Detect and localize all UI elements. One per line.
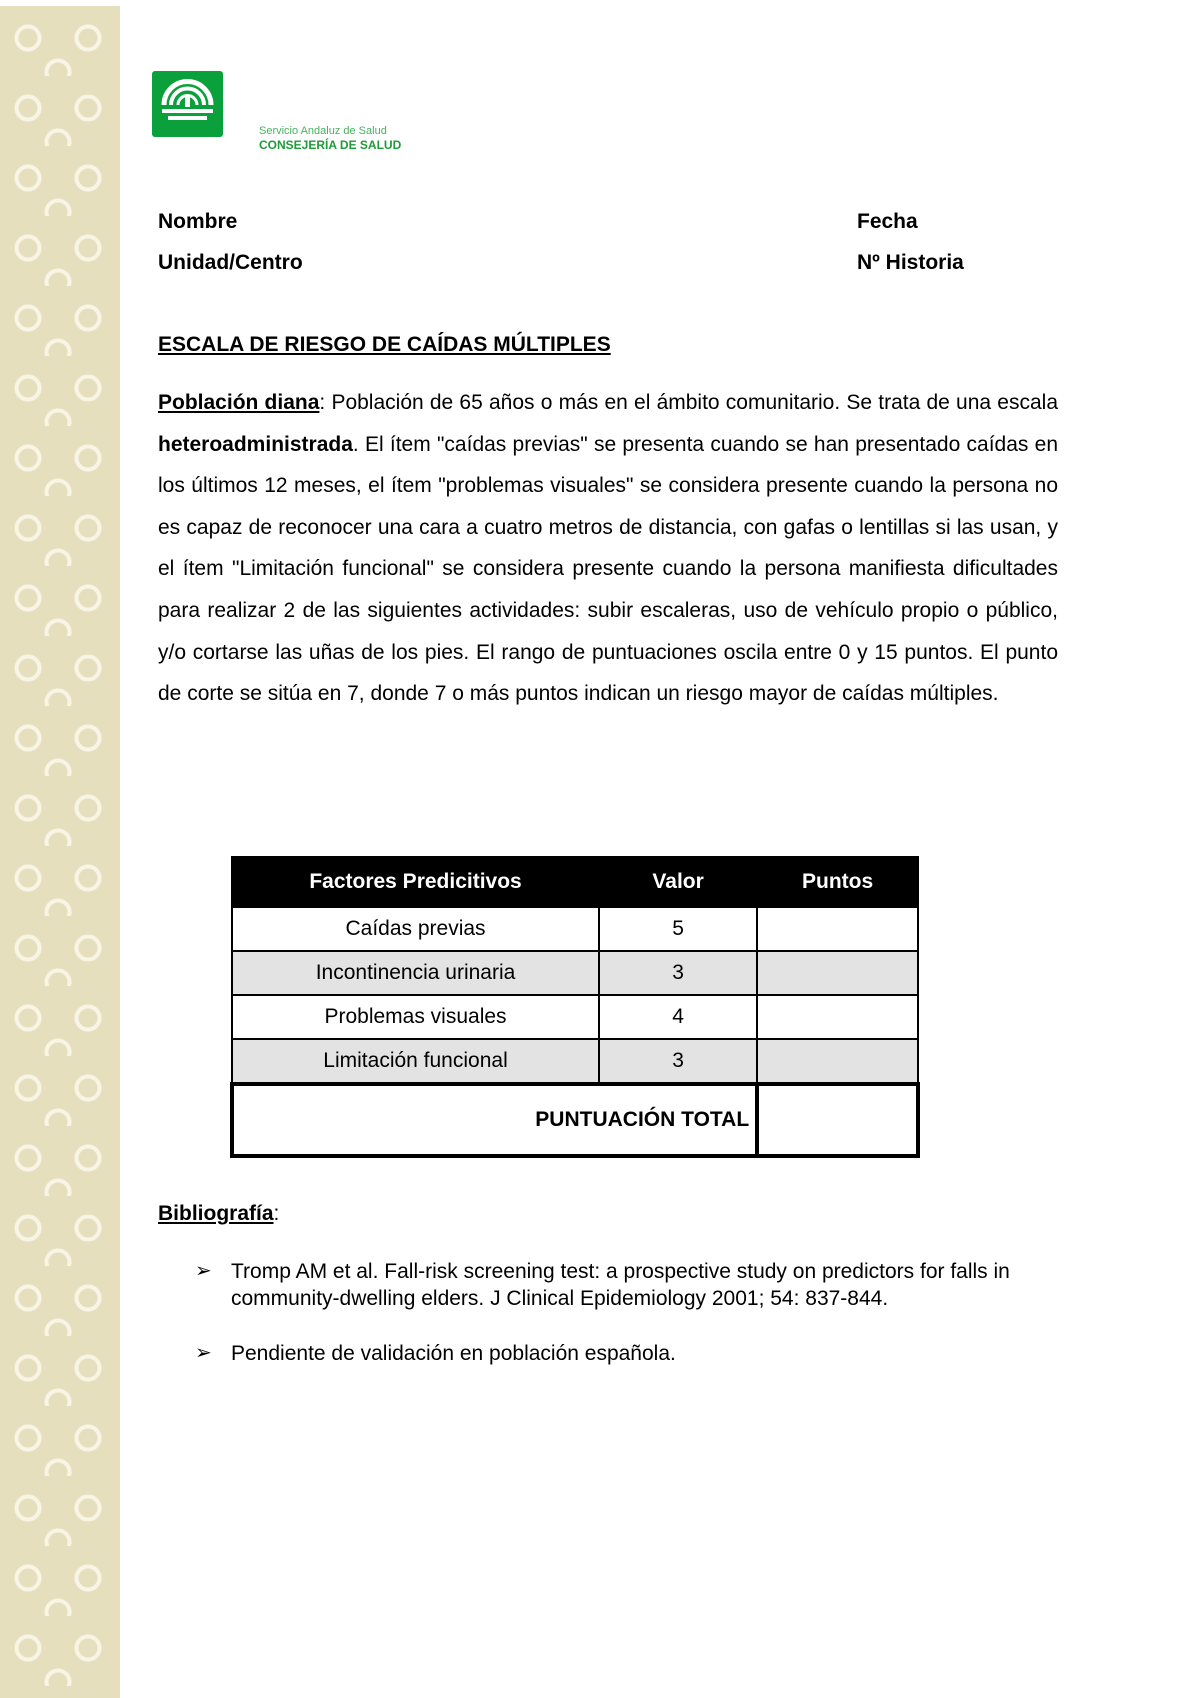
row-puntos[interactable]	[757, 995, 918, 1039]
bibliography-heading-colon: :	[273, 1202, 280, 1225]
row-puntos[interactable]	[757, 907, 918, 951]
bibliography-heading-text: Bibliografía	[158, 1202, 274, 1225]
total-value[interactable]	[757, 1084, 918, 1156]
intro-text-1: : Población de 65 años o más en el ámbito comunitario. Se trata de una escala	[319, 391, 1058, 414]
field-nombre: Nombre	[158, 210, 238, 233]
row-puntos[interactable]	[757, 1039, 918, 1084]
row-factor: Caídas previas	[232, 907, 599, 951]
bibliography-item-text: Pendiente de validación en población española.	[231, 1342, 676, 1365]
logo-caption	[259, 125, 401, 152]
row-factor: Incontinencia urinaria	[232, 951, 599, 995]
bibliography-heading	[158, 1202, 279, 1226]
list-item	[195, 1258, 1065, 1312]
intro-text-2: . El ítem "caídas previas" se presenta cuando se han presentado caídas en los últimos 12 meses, el ítem "problemas visuales" se considera presente cuando la persona no es capaz de reconocer una cara a cuatro metros de distancia, con gafas o lentillas si las usan, y el ítem "Limitación funcional" se considera presente cuando la persona manifiesta dificultades para realizar 2 de las siguientes actividades: subir escaleras, uso de vehículo propio o público, y/o cortarse las uñas de los pies. El rango de puntuaciones oscila entre 0 y 15 puntos. El punto de corte se sitúa en 7, donde 7 o más puntos indican un riesgo mayor de caídas múltiples.	[158, 432, 1058, 706]
logo-caption-line1: Servicio Andaluz de Salud	[259, 125, 387, 137]
risk-scale-table	[230, 856, 920, 1158]
header-puntos: Puntos	[757, 857, 918, 907]
row-valor: 5	[599, 907, 757, 951]
table-row	[232, 907, 918, 951]
field-unidad: Unidad/Centro	[158, 251, 303, 274]
logo-caption-line2: CONSEJERÍA DE SALUD	[259, 138, 402, 152]
bibliography-item-text: Tromp AM et al. Fall-risk screening test: a prospective study on predictors for falls in community-dwelling elders. J Clinical Epidemiology 2001; 54: 837-844.	[231, 1260, 1010, 1310]
bibliography-list	[195, 1258, 1065, 1395]
table-row	[232, 995, 918, 1039]
row-factor: Limitación funcional	[232, 1039, 599, 1084]
intro-paragraph	[158, 382, 1058, 715]
total-label: PUNTUACIÓN TOTAL	[232, 1084, 757, 1156]
total-row	[232, 1084, 918, 1156]
row-valor: 4	[599, 995, 757, 1039]
header-valor: Valor	[599, 857, 757, 907]
row-factor: Problemas visuales	[232, 995, 599, 1039]
row-puntos[interactable]	[757, 951, 918, 995]
field-fecha: Fecha	[857, 210, 918, 233]
intro-bold: heteroadministrada	[158, 432, 353, 456]
row-valor: 3	[599, 1039, 757, 1084]
table-row	[232, 951, 918, 995]
junta-andalucia-logo	[152, 71, 223, 137]
arrow-bullet-icon: ➢	[195, 1260, 212, 1282]
header-factores: Factores Predicitivos	[232, 857, 599, 907]
field-historia: Nº Historia	[857, 251, 964, 274]
intro-label: Población diana	[158, 391, 320, 414]
decorative-side-band	[0, 6, 120, 1698]
table-header-row	[232, 857, 918, 907]
document-title: ESCALA DE RIESGO DE CAÍDAS MÚLTIPLES	[158, 333, 611, 356]
arrow-bullet-icon: ➢	[195, 1342, 212, 1364]
row-valor: 3	[599, 951, 757, 995]
list-item	[195, 1340, 1065, 1367]
table-row	[232, 1039, 918, 1084]
